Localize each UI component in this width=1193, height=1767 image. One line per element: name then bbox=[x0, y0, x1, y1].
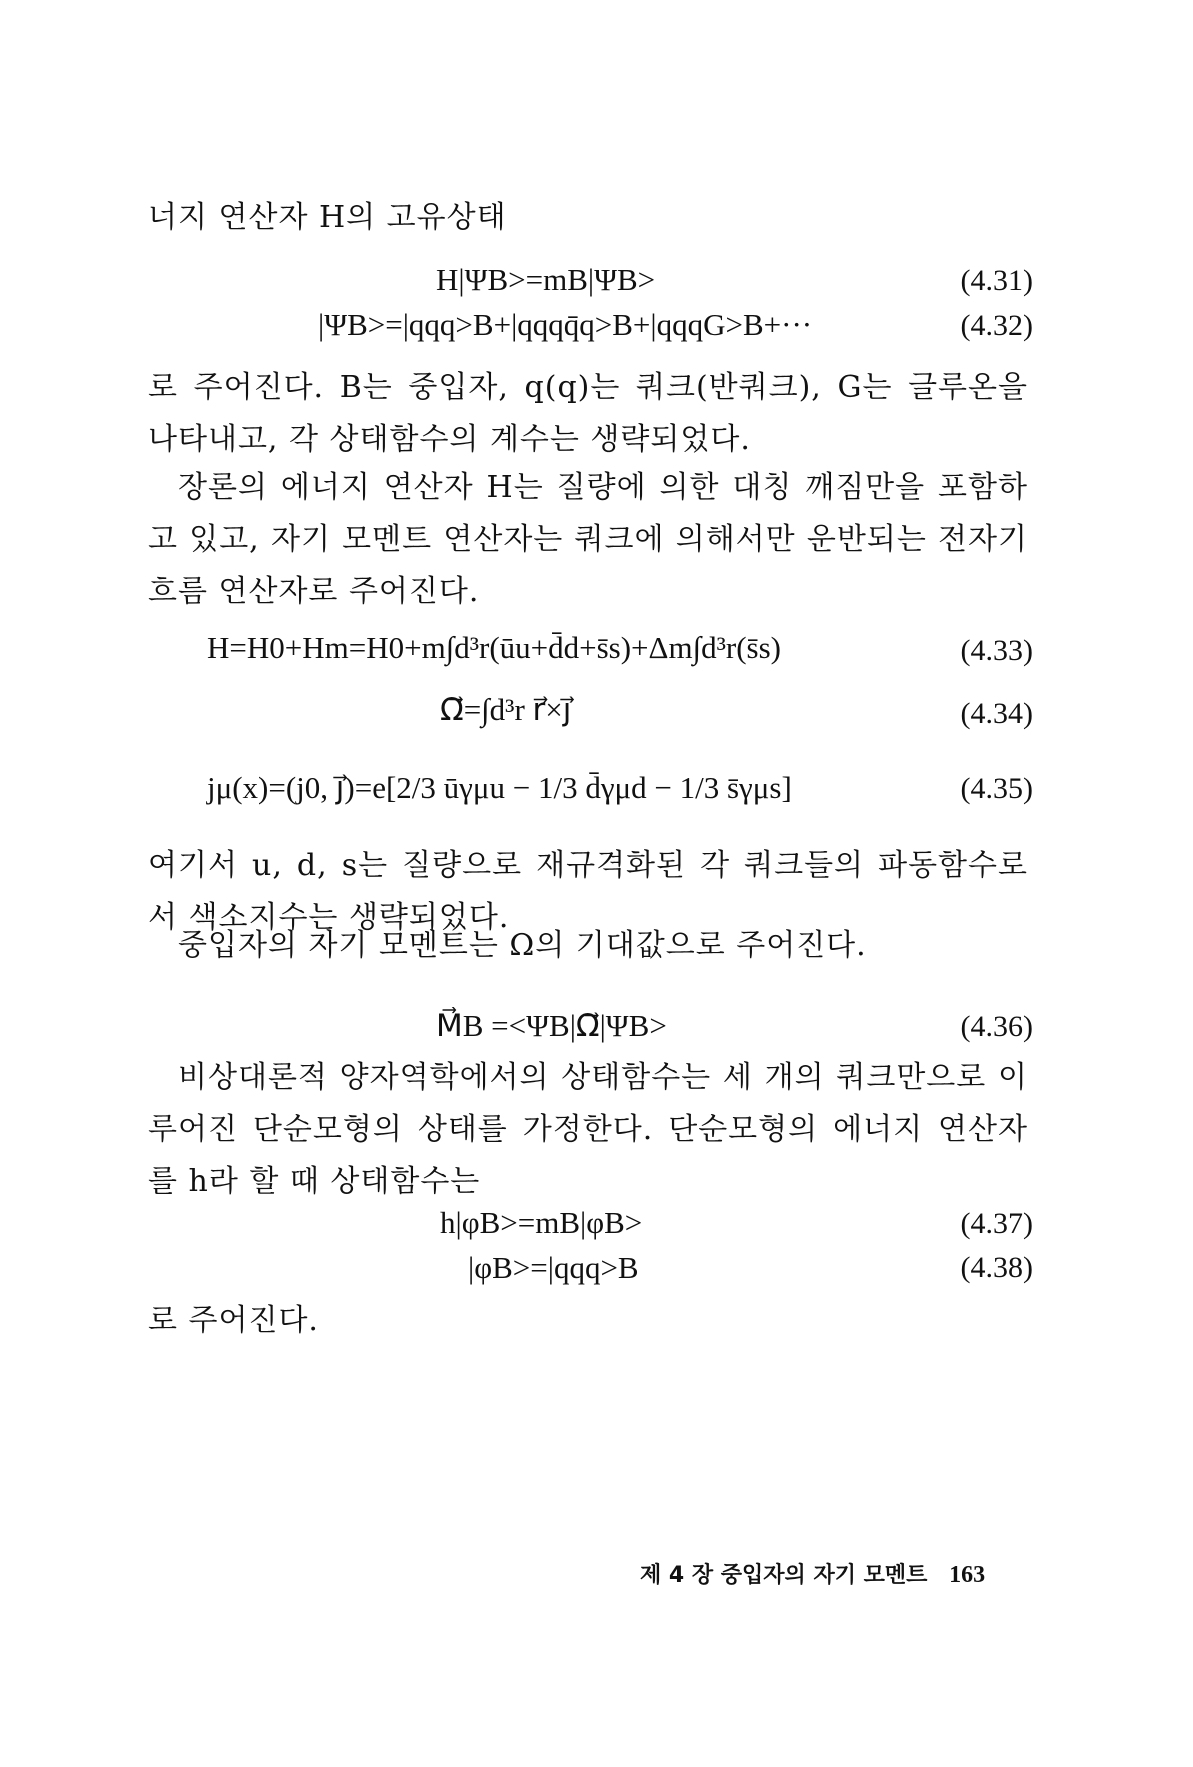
paragraph-field-theory: 장론의 에너지 연산자 H는 질량에 의한 대칭 깨짐만을 포함하고 있고, 자기 모멘트 연산자는 쿼크에 의해서만 운반되는 전자기 흐름 연산자로 주어진다. bbox=[148, 470, 1028, 609]
running-header-chapter: 제 4 장 중입자의 자기 모멘트 bbox=[640, 1563, 928, 1588]
paragraph-intro: 너지 연산자 H의 고유상태 bbox=[148, 200, 507, 235]
paragraph-state-definition: 로 주어진다. B는 중입자, q(q)는 쿼크(반쿼크), G는 글루온을 나타내고, 각 상태함수의 계수는 생략되었다. bbox=[148, 370, 1028, 457]
equation-4-35: jμ(x)=(j0, j⃗)=e[2/3 ūγμu − 1/3 d̄γμd − 1/3 s̄γμs] bbox=[207, 770, 792, 805]
paragraph-magnetic-moment: 중입자의 자기 모멘트는 Ω의 기대값으로 주어진다. bbox=[178, 928, 867, 963]
equation-4-32: |ΨB>=|qqq>B+|qqqq̄q>B+|qqqG>B+··· bbox=[318, 307, 813, 342]
equation-number-4-34: (4.34) bbox=[960, 697, 1033, 730]
equation-4-33: H=H0+Hm=H0+m∫d³r(ūu+d̄d+s̄s)+Δm∫d³r(s̄s) bbox=[207, 630, 781, 665]
equation-number-4-36: (4.36) bbox=[960, 1010, 1033, 1043]
equation-number-4-32: (4.32) bbox=[960, 309, 1033, 342]
equation-4-31: H|ΨB>=mB|ΨB> bbox=[436, 262, 656, 297]
equation-number-4-31: (4.31) bbox=[960, 264, 1033, 297]
paragraph-closing: 로 주어진다. bbox=[148, 1303, 319, 1338]
equation-4-36: M⃗B =<ΨB|Ω⃗|ΨB> bbox=[436, 1008, 667, 1043]
equation-number-4-38: (4.38) bbox=[960, 1251, 1033, 1284]
equation-number-4-33: (4.33) bbox=[960, 634, 1033, 667]
equation-4-34: Ω⃗=∫d³r r⃗×j⃗ bbox=[440, 692, 572, 727]
equation-4-38: |φB>=|qqq>B bbox=[468, 1250, 639, 1285]
equation-number-4-35: (4.35) bbox=[960, 772, 1033, 805]
equation-number-4-37: (4.37) bbox=[960, 1207, 1033, 1240]
page-number: 163 bbox=[949, 1562, 986, 1588]
paragraph-nonrelativistic: 비상대론적 양자역학에서의 상태함수는 세 개의 쿼크만으로 이루어진 단순모형의 상태를 가정한다. 단순모형의 에너지 연산자를 h라 할 때 상태함수는 bbox=[148, 1060, 1028, 1199]
page-footer bbox=[640, 1558, 985, 1589]
equation-4-37: h|φB>=mB|φB> bbox=[440, 1205, 643, 1240]
paragraph-quark-wavefunctions: 여기서 u, d, s는 질량으로 재규격화된 각 쿼크들의 파동함수로서 색소지수는 생략되었다. bbox=[148, 848, 1028, 935]
